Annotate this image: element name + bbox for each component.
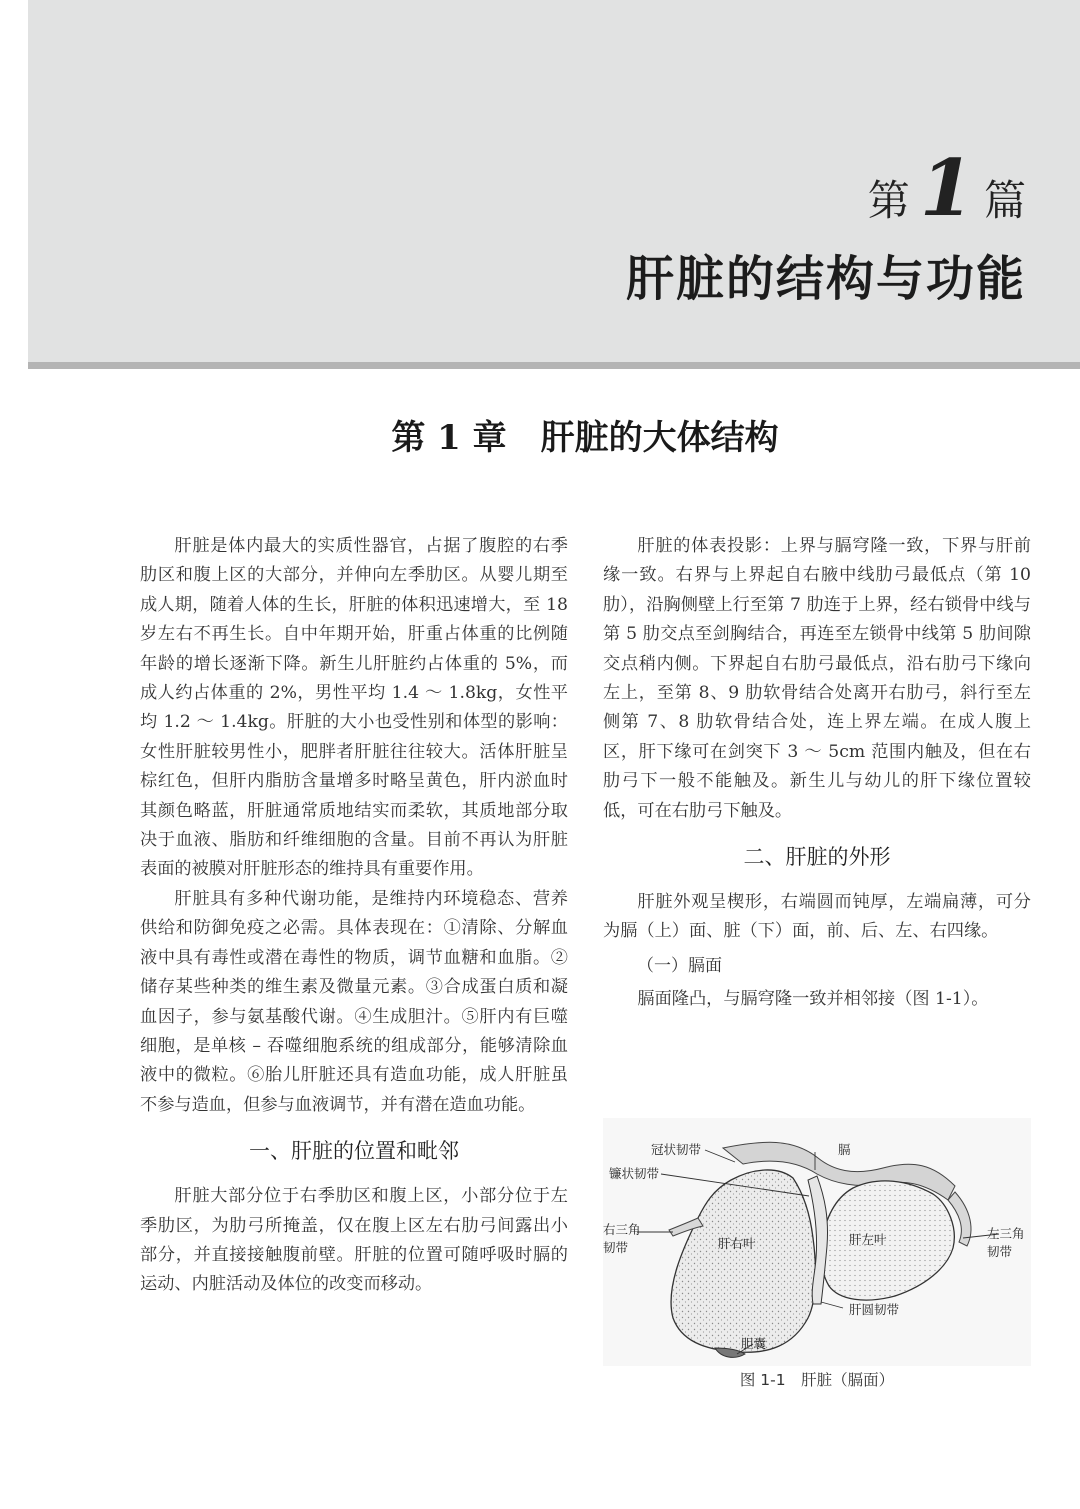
label-round-ligament: 肝圆韧带	[849, 1302, 900, 1317]
label-diaphragm: 膈	[838, 1142, 851, 1157]
figure-caption: 图 1-1 肝脏（膈面）	[739, 1371, 895, 1389]
part-label	[867, 143, 1026, 234]
section-heading: 一、肝脏的位置和毗邻	[249, 1139, 459, 1164]
paragraph: 肝脏大部分位于右季肋区和腹上区，小部分位于左季肋区，为肋弓所掩盖，仅在腹上区左右肋弓间露出小部分，并直接接触腹前壁。肝脏的位置可随呼吸时膈的运动、内脏活动及体位的改变而移动。	[140, 1186, 568, 1295]
paragraph: 肝脏具有多种代谢功能，是维持内环境稳态、营养供给和防御免疫之必需。具体表现在：①清除、分解血液中具有毒性或潜在毒性的物质，调节血糖和血脂。②储存某些种类的维生素及微量元素。③合成蛋白质和凝血因子，参与氨基酸代谢。④生成胆汁。⑤肝内有巨噬细胞，是单核 – 吞噬细胞系统的组成部分，能够清除血液中的微粒。⑥胎儿肝脏还具有造血功能，成人肝脏虽不参与造血，但参与血液调节，并有潜在造血功能。	[140, 888, 568, 1115]
label-left-triangular-2: 韧带	[987, 1244, 1013, 1259]
label-left-triangular-1: 左三角	[987, 1226, 1025, 1241]
label-right-lobe: 肝右叶	[718, 1236, 756, 1251]
paragraph: 肝脏是体内最大的实质性器官，占据了腹腔的右季肋区和腹上区的大部分，并伸向左季肋区。从婴儿期至成人期，随着人体的生长，肝脏的体积迅速增大，至 18 岁左右不再生长。自中年期开始，肝重占体重的比例随年龄的增长逐渐下降。新生儿肝脏约占体重的 5%，而成人约占体重的 2%，男性平均 1.4 ～ 1.8kg，女性平均 1.2 ～ 1.4kg。肝脏的大小也受性别和体型的影响：女性肝脏较男性小，肥胖者肝脏往往较大。活体肝脏呈棕红色，但肝内脂肪含量增多时略呈黄色，肝内淤血时其颜色略蓝，肝脏通常质地结实而柔软，其质地部分取决于血液、脂肪和纤维细胞的含量。目前不再认为肝脏表面的被膜对肝脏形态的维持具有重要作用。	[140, 536, 568, 880]
label-right-triangular-1: 右三角	[603, 1222, 641, 1237]
right-column	[603, 532, 1031, 1014]
liver-illustration	[603, 1118, 1031, 1366]
part-number: 1	[919, 143, 974, 234]
label-coronary-ligament: 冠状韧带	[651, 1142, 702, 1157]
left-column	[140, 532, 568, 1300]
paragraph: 肝脏的体表投影：上界与膈穹隆一致，下界与肝前缘一致。右界与上界起自右腋中线肋弓最低点（第 10 肋），沿胸侧壁上行至第 7 肋连于上界，经右锁骨中线与第 5 肋交点至剑胸结合，再连至左锁骨中线第 5 肋间隙交点稍内侧。下界起自右肋弓最低点，沿右肋弓下缘向左上，至第 8、9 肋软骨结合处离开右肋弓，斜行至左侧第 7、8 肋软骨结合处，连上界左端。在成人腹上区，肝下缘可在剑突下 3 ～ 5cm 范围内触及，但在右肋弓下一般不能触及。新生儿与幼儿的肝下缘位置较低，可在右肋弓下触及。	[603, 536, 1031, 821]
part-suffix: 篇	[983, 176, 1026, 225]
header-divider	[28, 362, 1080, 369]
part-title: 肝脏的结构与功能	[625, 251, 1026, 307]
paragraph: 肝脏外观呈楔形，右端圆而钝厚，左端扁薄，可分为膈（上）面、脏（下）面，前、后、左、右四缘。	[603, 892, 1031, 942]
label-left-lobe: 肝左叶	[849, 1232, 887, 1247]
label-gallbladder: 胆囊	[741, 1336, 767, 1351]
label-right-triangular-2: 韧带	[603, 1240, 629, 1255]
part-prefix: 第	[867, 176, 910, 225]
section-heading: 二、肝脏的外形	[743, 845, 891, 870]
paragraph: 膈面隆凸，与膈穹隆一致并相邻接（图 1-1）。	[637, 988, 989, 1009]
subsection-heading: （一）膈面	[637, 955, 722, 976]
chapter-title: 第 1 章 肝脏的大体结构	[391, 418, 779, 458]
liver-figure	[603, 1118, 1031, 1366]
label-falciform-ligament: 镰状韧带	[609, 1166, 660, 1181]
